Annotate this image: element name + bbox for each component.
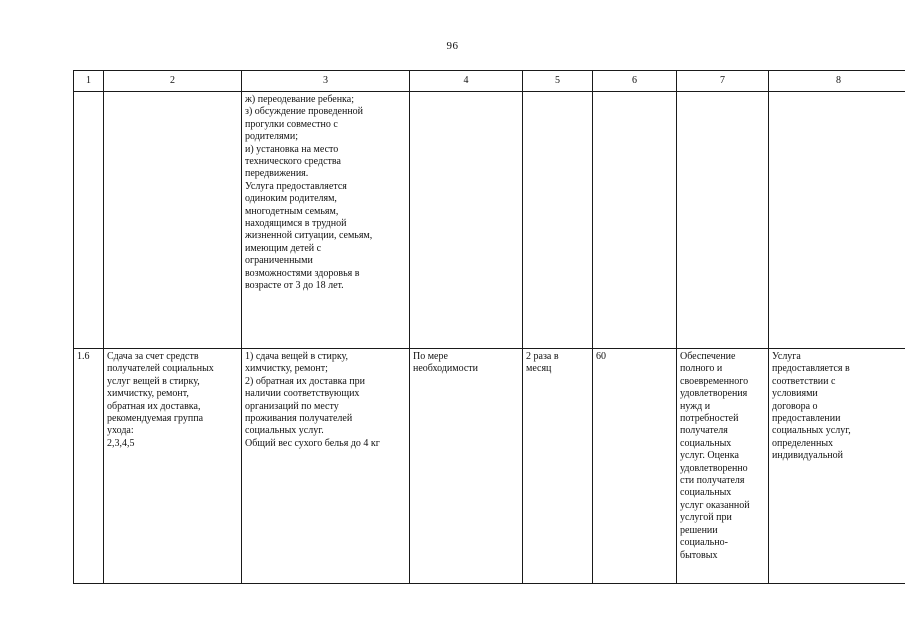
column-header: 6 — [593, 71, 677, 92]
service-description-cell: 1) сдача вещей в стирку, химчистку, ремонт; 2) обратная их доставка при наличии соответствующих организаций по месту проживания получателей социальных услуг. Общий вес сухого белья до 4 кг — [242, 349, 410, 584]
service-quality-cell: Обеспечение полного и своевременного удовлетворения нужд и потребностей получателя социальных услуг. Оценка удовлетворенно сти получателя социальных услуг оказанной услугой при решении социально- бытовых — [677, 349, 769, 584]
service-description-cell: ж) переодевание ребенка; з) обсуждение проведенной прогулки совместно с родителями; и) установка на место технического средства передвижения. Услуга предоставляется одиноким родителям, многодетным семьям, находящимся в трудной жизненной ситуации, семьям, имеющим детей с ограниченными возможностями здоровья в возрасте от 3 до 18 лет. — [242, 92, 410, 349]
service-name-cell — [104, 92, 242, 349]
row-number-cell — [74, 92, 104, 349]
service-period-cell: По мере необходимости — [410, 349, 523, 584]
column-header: 5 — [523, 71, 593, 92]
service-frequency-cell — [523, 92, 593, 349]
table-row — [74, 349, 905, 584]
service-name-cell: Сдача за счет средств получателей социальных услуг вещей в стирку, химчистку, ремонт, обратная их доставка, рекомендуемая группа ухода: 2,3,4,5 — [104, 349, 242, 584]
column-header: 7 — [677, 71, 769, 92]
page-number: 96 — [446, 40, 459, 52]
service-period-cell — [410, 92, 523, 349]
column-header: 2 — [104, 71, 242, 92]
table-row — [74, 92, 905, 349]
column-header: 4 — [410, 71, 523, 92]
column-header: 8 — [769, 71, 905, 92]
service-frequency-cell: 2 раза в месяц — [523, 349, 593, 584]
service-conditions-cell — [769, 92, 905, 349]
service-time-cell — [593, 92, 677, 349]
column-header: 1 — [74, 71, 104, 92]
service-conditions-cell: Услуга предоставляется в соответствии с условиями договора о предоставлении социальных услуг, определенных индивидуальной — [769, 349, 905, 584]
table-header-row — [74, 71, 905, 92]
services-table — [73, 70, 905, 584]
service-quality-cell — [677, 92, 769, 349]
row-number-cell: 1.6 — [74, 349, 104, 584]
column-header: 3 — [242, 71, 410, 92]
service-time-cell: 60 — [593, 349, 677, 584]
